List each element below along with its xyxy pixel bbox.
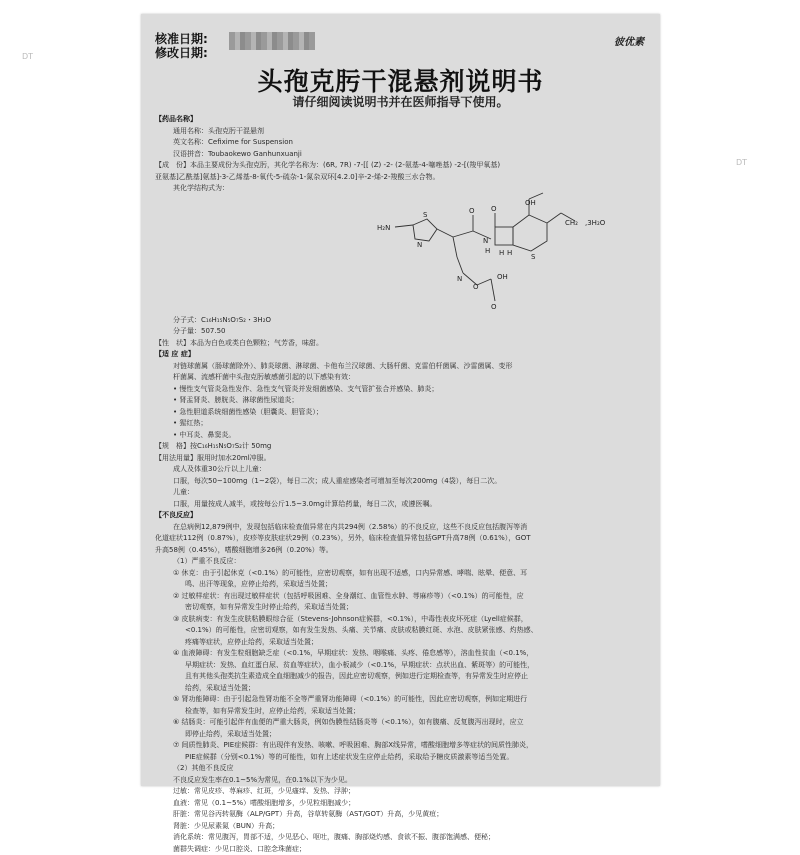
text-line: 早期症状：发热、血红蛋白尿、贫血等症状），血小板减少（<0.1%，早期症状：点状出血、紫斑等）的可能性， bbox=[155, 660, 651, 672]
text-line: ⑦ 间质性肺炎、PIE症候群：有出现伴有发热、咳嗽、呼吸困难、胸部X线异常，嗜酸细胞增多等症状的间质性肺炎， bbox=[155, 740, 651, 752]
structure-atom: O bbox=[491, 205, 497, 213]
text-line: 儿童： bbox=[155, 487, 651, 499]
text-line: ⑤ 肾功能障碍：由于引起急性肾功能不全等严重肾功能障碍（<0.1%）的可能性，因此应密切观察，例如定期进行 bbox=[155, 694, 651, 706]
text-line: 口服，用量按成人减半，或按每公斤1.5~3.0mg计算给药量，每日二次，或遵医嘱。 bbox=[155, 499, 651, 511]
text-line: 汉语拼音：Toubaokewo Ganhunxuanji bbox=[155, 149, 651, 161]
text-line: 【用法用量】服用时加水20ml冲服。 bbox=[155, 453, 651, 465]
text-line: ① 休克：由于引起休克（<0.1%）的可能性，应密切观察，如有出现不适感，口内异常感、哮喘、眩晕、便意、耳 bbox=[155, 568, 651, 580]
approval-date-label: 核准日期: bbox=[155, 30, 208, 47]
text-line: 成人及体重30公斤以上儿童： bbox=[155, 464, 651, 476]
text-line: 疼痛等症状，应停止给药，采取适当处置； bbox=[155, 637, 651, 649]
leaflet-body bbox=[155, 114, 651, 855]
text-line: 肝脏：常见谷丙转氨酶（ALP/GPT）升高，谷草转氨酶（AST/GOT）升高，少见黄疸； bbox=[155, 809, 651, 821]
leaflet-sheet bbox=[141, 14, 660, 786]
text-line: 【成 份】本品主要成份为头孢克肟，其化学名称为：(6R, 7R) -7-[[ (Z) -2- (2-氨基-4-噻唑基) -2-[(羧甲氧基) bbox=[155, 160, 651, 172]
text-line: 消化系统：常见腹泻，胃部不适，少见恶心、呕吐，腹痛、胸部烧灼感、食欲不振、腹部饱满感、便秘； bbox=[155, 832, 651, 844]
text-line: 口服，每次50~100mg（1~2袋），每日二次；成人重症感染者可增加至每次200mg（4袋），每日二次。 bbox=[155, 476, 651, 488]
watermark: DT bbox=[22, 52, 33, 61]
text-line: 且有其他头孢类抗生素造成全血细胞减少的报告，因此应密切观察，例如进行定期检查等，有异常发生时应停止 bbox=[155, 671, 651, 683]
text-line: 化道症状112例（0.87%），皮疹等皮肤症状29例（0.23%），另外，临床检查值异常包括GPT升高78例（0.61%），GOT bbox=[155, 533, 651, 545]
text-line: • 急性胆道系统细菌性感染（胆囊炎、胆管炎）； bbox=[155, 407, 651, 419]
text-line: 即停止给药，采取适当处置； bbox=[155, 729, 651, 741]
structure-atom: N bbox=[483, 237, 488, 245]
structure-atom: H₂N bbox=[377, 224, 390, 232]
text-line: 对链球菌属（肠球菌除外）、肺炎球菌、淋球菌、卡他布兰汉球菌、大肠杆菌、克雷伯杆菌属、沙雷菌属、变形 bbox=[155, 361, 651, 373]
text-line: （2）其他不良反应 bbox=[155, 763, 651, 775]
text-line: 给药，采取适当处置； bbox=[155, 683, 651, 695]
text-line: ⑥ 结肠炎：可能引起伴有血便的严重大肠炎，例如伪膜性结肠炎等（<0.1%），如有腹痛、反复腹泻出现时，应立 bbox=[155, 717, 651, 729]
document-title: 头孢克肟干混悬剂说明书 bbox=[141, 62, 660, 98]
text-line: 血液：常见（0.1~5%）嗜酸细胞增多，少见粒细胞减少； bbox=[155, 798, 651, 810]
text-line: 【规 格】按C₁₆H₁₅N₅O₇S₂计 50mg bbox=[155, 441, 651, 453]
molecular-weight: 分子量：507.50 bbox=[155, 326, 651, 338]
text-line: 通用名称：头孢克肟干混悬剂 bbox=[155, 126, 651, 138]
structure-atom: ,3H₂O bbox=[585, 219, 606, 227]
structure-atom: N bbox=[457, 275, 462, 283]
structure-atom: OH bbox=[525, 199, 536, 207]
text-line: 鸣、出汗等现象，应停止给药，采取适当处置； bbox=[155, 579, 651, 591]
structure-atom: S bbox=[423, 211, 428, 219]
text-line: 【适 应 症】 bbox=[155, 349, 651, 361]
text-line: • 猩红热； bbox=[155, 418, 651, 430]
text-line: 其化学结构式为： bbox=[155, 183, 651, 195]
text-line: 升高58例（0.45%），嗜酸细胞增多26例（0.20%）等。 bbox=[155, 545, 651, 557]
text-line: 检查等，如有异常发生时，应停止给药，采取适当处置； bbox=[155, 706, 651, 718]
structure-diagram bbox=[195, 195, 635, 315]
text-line: 亚氨基]乙酰基]氨基]-3-乙烯基-8-氧代-5-硫杂-1-氮杂双环[4.2.0]辛-2-烯-2-羧酸三水合物。 bbox=[155, 172, 651, 184]
text-line: 【不良反应】 bbox=[155, 510, 651, 522]
redacted-dates bbox=[229, 32, 315, 50]
structure-atom: O bbox=[469, 207, 475, 215]
text-line: 过敏：常见皮疹、荨麻疹、红斑，少见瘙痒、发热、浮肿； bbox=[155, 786, 651, 798]
text-line: （1）严重不良反应： bbox=[155, 556, 651, 568]
structure-atom: S bbox=[531, 253, 536, 261]
text-line: 杆菌属、流感杆菌中头孢克肟敏感菌引起的以下感染有效： bbox=[155, 372, 651, 384]
document-subtitle: 请仔细阅读说明书并在医师指导下使用。 bbox=[141, 93, 660, 110]
text-line: 不良反应发生率在0.1~5%为常见，在0.1%以下为少见。 bbox=[155, 775, 651, 787]
structure-atom: O bbox=[473, 283, 479, 291]
text-line: ② 过敏样症状：有出现过敏样症状（包括呼吸困难、全身潮红、血管性水肿、荨麻疹等）（<0.1%）的可能性，应 bbox=[155, 591, 651, 603]
text-line: 【药品名称】 bbox=[155, 114, 651, 126]
text-line: <0.1%）的可能性，应密切观察，如有发生发热、头痛、关节痛、皮肤或粘膜红斑、水泡、皮肤紧张感、灼热感、 bbox=[155, 625, 651, 637]
structure-atom: O bbox=[491, 303, 497, 311]
text-line: 英文名称：Cefixime for Suspension bbox=[155, 137, 651, 149]
text-line: ④ 血液障碍：有发生粒细胞缺乏症（<0.1%，早期症状：发热、咽喉痛、头疼、倦怠感等），溶血性贫血（<0.1%， bbox=[155, 648, 651, 660]
structure-atom: H bbox=[485, 247, 490, 255]
text-line: PIE症候群（分别<0.1%）等的可能性，如有上述症状发生应停止给药，采取给予糖皮质激素等适当处置。 bbox=[155, 752, 651, 764]
structure-atom: H bbox=[499, 249, 504, 257]
text-line: 【性 状】本品为白色或类白色颗粒；气芳香，味甜。 bbox=[155, 338, 651, 350]
text-line: • 中耳炎、鼻窦炎。 bbox=[155, 430, 651, 442]
text-line: 肾脏：少见尿素氮（BUN）升高； bbox=[155, 821, 651, 833]
brand-logo: 彼优素 bbox=[614, 33, 644, 48]
text-line: ③ 皮肤病变：有发生皮肤粘膜眼综合征（Stevens-Johnson症候群，<0.1%），中毒性表皮坏死症（Lyell症候群， bbox=[155, 614, 651, 626]
text-line: 菌群失调症：少见口腔炎、口腔念珠菌症； bbox=[155, 844, 651, 855]
structure-atom: CH₂ bbox=[565, 219, 578, 227]
structure-atom: OH bbox=[497, 273, 508, 281]
text-line: 在总病例12,879例中，发现包括临床检查值异常在内共294例（2.58%）的不良反应，这些不良反应包括腹泻等消 bbox=[155, 522, 651, 534]
text-line: 密切观察，如有异常发生时停止给药，采取适当处置； bbox=[155, 602, 651, 614]
structure-atom: N bbox=[417, 241, 422, 249]
text-line: • 肾盂肾炎、膀胱炎、淋球菌性尿道炎； bbox=[155, 395, 651, 407]
revision-date-label: 修改日期: bbox=[155, 44, 208, 61]
watermark: DT bbox=[736, 158, 747, 167]
chemical-structure bbox=[195, 195, 635, 315]
molecular-formula: 分子式：C₁₆H₁₅N₅O₇S₂・3H₂O bbox=[155, 315, 651, 327]
text-line: • 慢性支气管炎急性发作、急性支气管炎并发细菌感染、支气管扩张合并感染、肺炎； bbox=[155, 384, 651, 396]
structure-atom: H bbox=[507, 249, 512, 257]
